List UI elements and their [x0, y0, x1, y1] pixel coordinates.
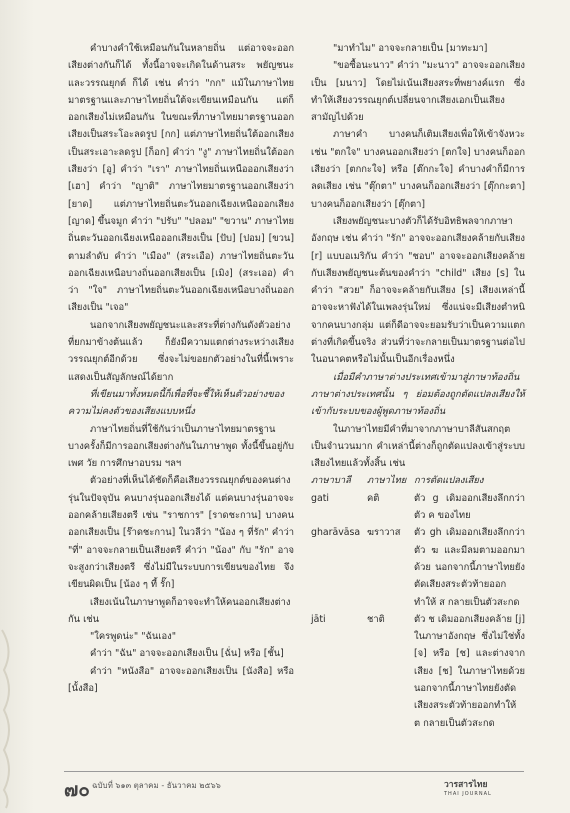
table-header: ภาษาบาลี	[311, 475, 351, 487]
example-line: คำว่า "ฉัน" อาจจะออกเสียงเป็น [ฉั่น] หรือ [ชั้น]	[90, 648, 284, 660]
table-cell-change: ตัว gh เดิมออกเสียงลึกกว่าตัว ฆ และมีลมตามออกมาด้วย นอกจากนี้ภาษาไทยยังตัดเสียงสระตัวท้ายออกทำให้ ส กลายเป็นตัวสะกด	[414, 527, 525, 608]
italic-paragraph: เมื่อมีคำภาษาต่างประเทศเข้ามาสู่ภาษาท้องถิ่น ภาษาต่างประเทศนั้น ๆ ย่อมต้องถูกตัดแปลงเสียงให้เข้ากับระบบของผู้พูดภาษาท้องถิ่น	[311, 371, 525, 418]
table-cell-pali: gharāvāsa	[311, 527, 361, 539]
paragraph: นอกจากเสียงพยัญชนะและสระที่ต่างกันดังตัวอย่างที่ยกมาข้างต้นแล้ว ก็ยังมีความแตกต่างระหว่างเสียงวรรณยุกต์อีกด้วย ซึ่งจะไม่ขอยกตัวอย่างในที่นี้เพราะแสดงเป็นสัญลักษณ์ได้ยาก	[68, 319, 294, 383]
table-cell-thai: คติ	[367, 492, 380, 504]
table-cell-pali: jāti	[311, 613, 326, 625]
example-line: "ใครพูดน่ะ" "ฉันเอง"	[90, 631, 177, 643]
table-header: ภาษาไทย	[367, 475, 407, 487]
decorative-ornament-icon	[0, 620, 18, 810]
table-cell-thai: ฆราวาส	[367, 527, 401, 539]
journal-logo	[444, 777, 492, 797]
issue-info: ฉบับที่ ๖๑๓ ตุลาคม - ธันวาคม ๒๕๖๖	[92, 781, 221, 790]
paragraph: "ขอซื้อนะนาว" คำว่า "มะนาว" อาจจะออกเสียงเป็น [มนาว] โดยไม่เน้นเสียงสระที่พยางค์แรก ซึ่งทำให้เสียงวรรณยุกต์เปลี่ยนจากเสียงเอกเป็นเสียงสามัญไปด้วย	[311, 60, 525, 124]
paragraph: ภาษาไทยถิ่นที่ใช้กันว่าเป็นภาษาไทยมาตรฐาน บางครั้งก็มีการออกเสียงต่างกันในภาษาพูด ทั้งนี้ขึ้นอยู่กับเพศ วัย การศึกษาอบรม ฯลฯ	[68, 423, 294, 470]
table-cell-pali: gati	[311, 492, 329, 504]
italic-paragraph: ที่เขียนมาทั้งหมดนี้ก็เพื่อที่จะชี้ให้เห็นตัวอย่างของความไม่คงตัวของเสียงแบบหนึ่ง	[68, 388, 285, 418]
paragraph: ตัวอย่างที่เห็นได้ชัดก็คือเสียงวรรณยุกต์ของคนต่างรุ่นในปัจจุบัน คนบางรุ่นออกเสียงได้ แต่คนบางรุ่นอาจจะออกคล้ายเสียงตรี เช่น "ราชการ" [ราดชะกาน] บางคนออกเสียงเป็น [ร๊าดชะกาน] ในวลีว่า "น้อง ๆ ที่รัก" คำว่า "ที่" อาจจะกลายเป็นเสียงตรี คำว่า "น้อง" กับ "รัก" อาจจะสูงกว่าเสียงตรี ซึ่งไม่มีในระบบการเขียนของไทย จึงเขียนผิดเป็น [น้อง ๆ ที้ รั๊ก]	[68, 475, 297, 591]
table-cell-thai: ชาติ	[367, 613, 385, 625]
right-column	[311, 40, 528, 732]
left-column	[68, 40, 297, 697]
paragraph: "มาทำไม" อาจจะกลายเป็น [มาทะมา]	[333, 43, 488, 54]
table-row	[311, 490, 525, 525]
logo-text: วารสารไทย	[444, 780, 488, 790]
paragraph: ในภาษาไทยมีคำที่มาจากภาษาบาลีสันสกฤตเป็นจำนวนมาก คำเหล่านี้ต่างก็ถูกตัดแปลงเข้าสู่ระบบเสียงไทยแล้วทั้งสิ้น เช่น	[311, 423, 525, 470]
paragraph: เสียงเน้นในภาษาพูดก็อาจจะทำให้คนออกเสียงต่างกัน เช่น	[68, 596, 291, 625]
table-row	[311, 524, 525, 610]
table-cell-change: ตัว ช เดิมออกเสียงคล้าย [j] ในภาษาอังกฤษ ซึ่งไม่ใช่ทั้ง [จ] หรือ [ช] และต่างจากเสียง [ช] ในภาษาไทยด้วย นอกจากนี้ภาษาไทยยังตัดเสียงสระตัวท้ายออกทำให้ ต กลายเป็นตัวสะกด	[414, 613, 525, 729]
example-line: คำว่า "หนังสือ" อาจจะออกเสียงเป็น [นังสือ] หรือ [นั้งสือ]	[68, 665, 297, 694]
paragraph: คำบางคำใช้เหมือนกันในหลายถิ่น แต่อาจจะออกเสียงต่างกันก็ได้ ทั้งนี้อาจจะเกิดในด้านสระ พยัญชนะ และวรรณยุกต์ ก็ได้ เช่น คำว่า "กก" แม้ในภาษาไทยมาตรฐานและภาษาไทยถิ่นใต้จะเขียนเหมือนกัน แต่ก็ออกเสียงไม่เหมือนกัน ในขณะที่ภาษาไทยมาตรฐานออกเสียงเป็นสระโอะลดรูป [กก] แต่ภาษาไทยถิ่นใต้ออกเสียงเป็นสระเอาะลดรูป [ก็อก] คำว่า "งู" ภาษาไทยถิ่นใต้ออกเสียงว่า [อู] คำว่า "เรา" ภาษาไทยถิ่นเหนือออกเสียงว่า [เฮา] คำว่า "ญาติ" ภาษาไทยมาตรฐานออกเสียงว่า [ยาด] แต่ภาษาไทยถิ่นตะวันออกเฉียงเหนือออกเสียง [ญาด] ขึ้นจมูก คำว่า "ปรับ" "ปลอม" "ขวาน" ภาษาไทยถิ่นตะวันออกเฉียงเหนือออกเสียงเป็น [ปับ] [ปอม] [ขวน] ตามลำดับ คำว่า "เมือง" (สระเอือ) ภาษาไทยถิ่นตะวันออกเฉียงเหนือบางถิ่นออกเสียงเป็น [เมิง] (สระเออ) คำว่า "ใจ" ภาษาไทยถิ่นตะวันออกเฉียงเหนือบางถิ่นออกเสียงเป็น "เจอ"	[68, 43, 297, 314]
paragraph: เสียงพยัญชนะบางตัวก็ได้รับอิทธิพลจากภาษาอังกฤษ เช่น คำว่า "รัก" อาจจะออกเสียงคล้ายกับเสียง [r] แบบอเมริกัน คำว่า "ชอบ" อาจจะออกเสียงคล้ายกับเสียงพยัญชนะต้นของคำว่า "child" เสียง [s] ในคำว่า "สวย" ก็อาจจะคล้ายกับเสียง [s] เสียงเหล่านี้อาจจะหาฟังได้ในเพลงรุ่นใหม่ ซึ่งแน่จะมีเสียงตำหนิจากคนบางกลุ่ม แต่ก็ดีอาจจะยอมรับว่าเป็นความแตกต่างที่เกิดขึ้นจริง ส่วนที่ว่าจะกลายเป็นมาตรฐานต่อไปในอนาคตหรือไม่นั้นเป็นอีกเรื่องหนึ่ง	[311, 215, 528, 366]
page-number: ๗๐	[64, 779, 90, 801]
logo-subtext: THAI JOURNAL	[444, 791, 492, 797]
paragraph: ภาษาคำ บางคนก็เติมเสียงเพื่อให้เข้าจังหวะ เช่น "ตกใจ" บางคนออกเสียงว่า [ตกใจ] บางคนก็ออกเสียงว่า [ตกกะใจ] หรือ [ต๊กกะใจ] คำบางคำก็มีการลดเสียง เช่น "ตุ๊กตา" บางคนก็ออกเสียงว่า [ตุ๊กกะตา] บางคนก็ออกเสียงว่า [ตุ๊กตา]	[311, 129, 528, 210]
footer	[64, 771, 524, 801]
table-header: การตัดแปลงเสียง	[414, 475, 484, 487]
pali-thai-table	[311, 472, 525, 731]
table-cell-change: ตัว g เดิมออกเสียงลึกกว่าตัว ค ของไทย	[414, 492, 525, 522]
table-row	[311, 611, 525, 732]
table-header-row	[311, 472, 525, 489]
